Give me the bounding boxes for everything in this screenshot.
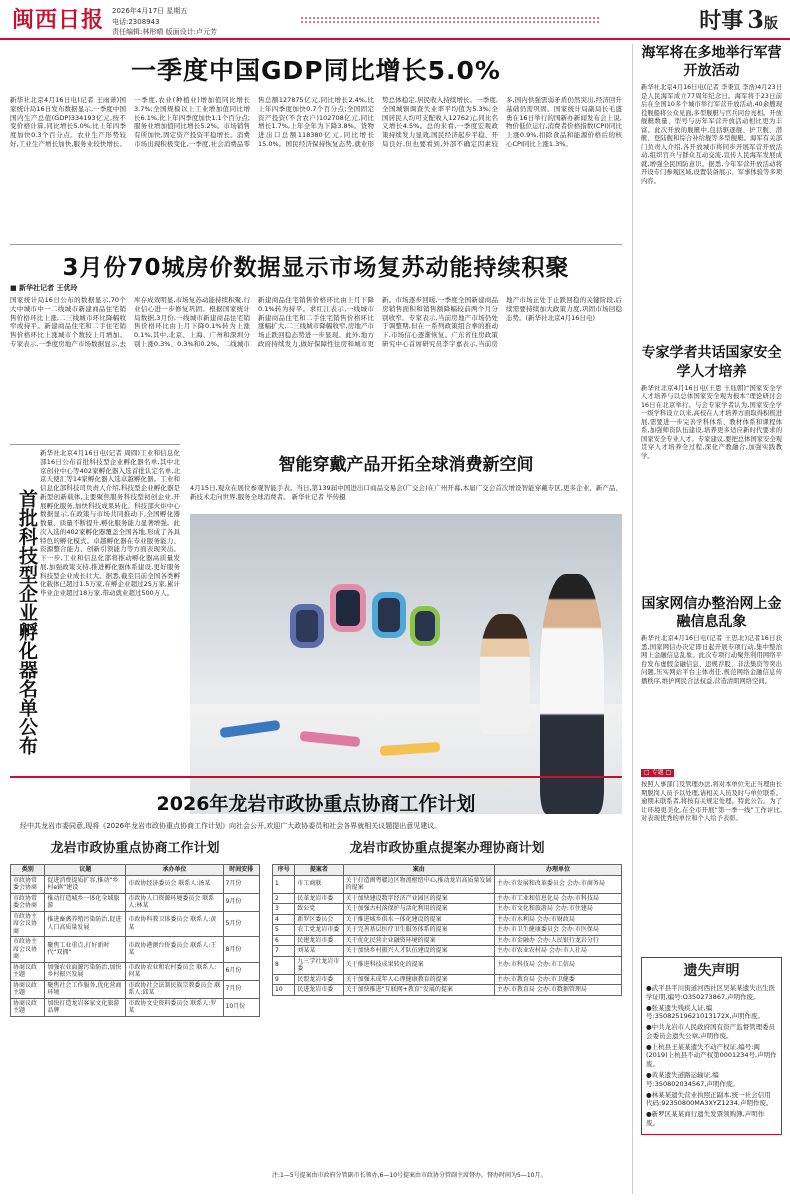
finance-article-body: 新华社北京4月16日电(记者 王思北)记者16日获悉,国家网信办决定即日起开展专项行动,集中整治网上金融信息乱象。此次专项行动聚焦利用网络平台发布虚假金融信息、违规荐股、非法集资等突出问题,压实网站平台主体责任,规范网络金融信息传播秩序,维护网民合法权益,营造清朗网络空间。 (641, 635, 782, 685)
table-cell: 市政协港澳台侨委员会 联系人:王某 (126, 937, 223, 963)
table-row (11, 937, 260, 963)
table-row (273, 946, 622, 957)
incubator-article-body: 新华社北京4月16日电(记者 周圆)工业和信息化部16日公布首批科技型企业孵化器名单,其中北京创业中心等402家孵化器入选首批认定名单,北京天使汇等14家孵化器入选卓越孵化器。工业和信息化部科技司负责人介绍,科技型企业孵化器是新型创新载体,主要聚焦服务科技型初创企业,开展孵化服务,加快科技成果转化。科技部火炬中心数据显示,在政策与市场共同推动下,全国孵化器数量、质量不断提升,孵化服务能力显著增强。此次入选的402家孵化器覆盖全国各地,形成了各具特色的孵化模式。卓越孵化器在专业服务能力、资源整合能力、创新引领能力等方面表现突出。下一步,工业和信息化部将推动孵化器高质量发展,加强政策支持,推进孵化器体系建设,更好服务科技型企业成长壮大。据悉,截至目前全国各类孵化载体已超过1.5万家,在孵企业超过25万家,累计毕业企业超过18万家,带动就业超过500万人。 (40, 449, 180, 598)
editor-line: 责任编辑:林彤晴 版面设计:卢元芳 (112, 28, 217, 36)
table-cell: 促进消费提质扩容,推动“乡村e镇”建设 (45, 875, 126, 893)
table-cell: 1 (273, 875, 295, 893)
newspaper-logo: 闽西日报 (12, 7, 105, 33)
column-header: 案由 (343, 865, 494, 876)
table-row (273, 956, 622, 974)
table-cell: 市政协常委会协商 (11, 875, 45, 893)
table-cell: 3 (273, 904, 295, 915)
wearables-headline[interactable]: 智能穿戴产品开拓全球消费新空间 (278, 455, 534, 475)
lost-notice-box (641, 957, 782, 1134)
table-cell: 农工党龙岩市委 (295, 925, 343, 936)
proposal-plan-title: 龙岩市政协重点提案办理协商计划 (349, 841, 545, 856)
issue-date: 2026年4月17日 星期五 (112, 7, 188, 15)
table-cell: 主办:市农业农村局 会办:市人社局 (494, 946, 621, 957)
column-header: 议题 (45, 865, 126, 876)
table-cell: 民革龙岩市委 (295, 893, 343, 904)
table-row (11, 911, 260, 937)
table-cell: 聚焦工业重点,打好新时代“双拥” (45, 937, 126, 963)
table-cell: 市政协文史资料委员会 联系人:罗某 (126, 998, 223, 1016)
housing-article-body: 国家统计局16日公布的数据显示,70个大中城市中一二线城市新建商品住宅销售价格环比上涨,二三线城市环比降幅收窄或持平。新建商品住宅和二手住宅销售价格环比上涨城市个数较上月增加。专家表示,一季度房地产市场数据显示,去库存成效明显,市场复苏动能持续积聚,行业信心进一步修复巩固。根据国家统计局数据,3月份,一线城市新建商品住宅销售价格环比由上月下降0.1%转为上涨0.1%,其中,北京、上海、广州和深圳分别上涨0.3%、0.3%和0.2%。二线城市新建商品住宅销售价格环比由上月下降0.1%转为持平。求红江表示,一线城市新建商品住宅和二手住宅销售价格环比涨幅扩大,二三线城市降幅收窄,房地产市场止跌回稳态势进一步显现。此外,地方政府持续发力,做好保障性住房和城市更新。市场逐步回暖,一季度全国新建商品房销售面积和销售额降幅较前两个月分别收窄。专家表示,当前房地产市场仍处于调整期,但在一系列政策组合拳的推动下,市场信心逐渐恢复。广东省住房政策研究中心首席研究员李宇嘉表示,当前房地产市场正处于止跌回稳的关键阶段,后续需要持续加大政策力度,巩固市场回稳态势。(新华社北京4月16日电) (10, 296, 622, 348)
box-body: 按照人事部门及管理办法,将对本单位无正当理由长期脱岗人员予以处理,请相关人员及时与单位联系。逾期未联系者,将按有关规定处理。特此公告。为了让环境更美化,在全市开展“第一季一线”工作评比,对表现优秀的单位和个人给予表彰。 (641, 781, 782, 823)
table-cell: 关于加快乡村振兴人才队伍建设的提案 (343, 946, 494, 957)
table-cell: 刘某某 (295, 946, 343, 957)
section-name: 时事 (699, 8, 744, 34)
housing-byline: ■ 新华社记者 王优玲 (10, 284, 78, 292)
cppcc-headline[interactable]: 2026年龙岩市政协重点协商工作计划 (156, 793, 476, 815)
navy-headline[interactable]: 海军将在多地举行军营开放活动 (641, 45, 782, 80)
table-row (273, 935, 622, 946)
proposal-plan-table (272, 864, 622, 996)
gdp-headline[interactable]: 一季度中国GDP同比增长5.0% (131, 56, 501, 85)
cppcc-intro: 经中共龙岩市委同意,现将《2026年龙岩市政协重点协商工作计划》向社会公开,欢迎广大政协委员和社会各界就相关议题提出意见建议。 (20, 822, 442, 830)
table-cell: 5月份 (223, 911, 259, 937)
consultation-plan-title: 龙岩市政协重点协商工作计划 (50, 841, 220, 856)
table-cell: 九三学社龙岩市委 (295, 956, 343, 974)
smartwatch-image (290, 604, 324, 648)
table-notes: 注:1—5号提案由市政府分管副市长领办,6—10号提案由市政协分管副主席督办。督办时间为5—10月。 (272, 1172, 547, 1179)
table-cell: 协商议政主题 (11, 980, 45, 998)
wearables-caption: 4月15日,观众在展位参观智能手表。当日,第139届中国进出口商品交易会(广交会)在广州开幕,本届广交会首次增设智能穿戴专区,更多企业、新产品、新技术走向世界,服务全球消费者。 新华社记者 毕传摄 (190, 484, 622, 501)
table-cell: 市政协主席会议协商 (11, 911, 45, 937)
table-cell: 民盟龙岩市委 (295, 974, 343, 985)
lost-notice-item: ●林某某遗失营业执照正副本,统一社会信用代码:92350800MA3XYZ1234,声明作废。 (646, 1090, 773, 1108)
table-row (273, 893, 622, 904)
table-cell: 4 (273, 914, 295, 925)
finance-headline[interactable]: 国家网信办整治网上金融信息乱象 (641, 595, 782, 630)
table-cell: 推进畜禽养殖污染防治,促进人口高质量发展 (45, 911, 126, 937)
table-cell: 关于优化民营企业融资环境的提案 (343, 935, 494, 946)
table-cell: 主办:市科技局 会办:市工信局 (494, 956, 621, 974)
table-cell: 8月份 (223, 937, 259, 963)
smartwatch-image (372, 592, 406, 638)
table-cell: 协商议政主题 (11, 998, 45, 1016)
cppcc-plan-section (10, 776, 622, 1196)
column-header: 办理单位 (494, 865, 621, 876)
table-cell: 加快打造龙岩客家文化旅游品牌 (45, 998, 126, 1016)
table-cell: 市政协常委会协商 (11, 893, 45, 911)
table-header-row (11, 865, 260, 876)
wearables-photo (190, 514, 622, 814)
table-cell: 2 (273, 893, 295, 904)
table-cell: 7月份 (223, 875, 259, 893)
smartwatch-image (410, 606, 440, 646)
phone: 电话:2308943 (112, 17, 160, 26)
column-header: 类别 (11, 865, 45, 876)
incubator-headline[interactable]: 首批科技型企业孵化器名单公布 (16, 489, 38, 755)
table-row (11, 875, 260, 893)
table-cell: 加强农业面源污染防治,加快乡村振兴发展 (45, 962, 126, 980)
table-cell: 主办:市工业和信息化局 会办:市科技局 (494, 893, 621, 904)
table-row (273, 914, 622, 925)
table-cell: 市政协主席会议协商 (11, 937, 45, 963)
side-column (632, 44, 782, 1194)
table-cell: 协商议政主题 (11, 962, 45, 980)
table-cell: 主办:市水利局 会办:市财政局 (494, 914, 621, 925)
column-header: 提案者 (295, 865, 343, 876)
table-cell: 致公党 (295, 904, 343, 915)
table-cell: 关于加快推进“互联网+教育”发展的提案 (343, 985, 494, 996)
table-cell: 5 (273, 925, 295, 936)
table-cell: 关于推进城乡供水一体化建设的提案 (343, 914, 494, 925)
smartwatch-image (330, 584, 366, 632)
main-column (10, 44, 622, 766)
incubator-article (10, 444, 180, 814)
table-cell: 关于推进科技成果转化的提案 (343, 956, 494, 974)
section-label (699, 4, 778, 37)
masthead-decoration (300, 16, 600, 24)
column-header: 序号 (273, 865, 295, 876)
visitor-woman (480, 614, 530, 734)
gdp-article-body: 新华社北京4月16日电(记者 王雨萧)国家统计局16日发布数据显示,一季度中国国内生产总值(GDP)334193亿元,按不变价格计算,同比增长5.0%,比上年四季度加快0.3个百分点。农业生产形势较好,工业生产增长加快,服务业较快增长。一季度,农业(种植业)增加值同比增长3.7%;全国规模以上工业增加值同比增长6.1%,比上年四季度加快1.1个百分点;服务业增加值同比增长5.2%。市场销售有所加快,固定资产投资平稳增长。消费市场出现积极变化,一季度,社会消费品零售总额127875亿元,同比增长2.4%,比上年四季度加快0.7个百分点;全国固定资产投资(不含农户)102708亿元,同比增长1.7%,上年全年为下降3.8%。货物进出口总额118380亿元,同比增长15.0%。国民经济保持恢复态势,就业形势总体稳定,居民收入持续增长。一季度,全国城镇调查失业率平均值为5.3%;全国居民人均可支配收入12762元,同比名义增长4.5%。总的来看,一季度宏观政策持续发力显效,国民经济起步平稳、开局良好,但也要看到,外部不确定因素较多,国内供强需弱矛盾仍然突出,经济回升基础仍需巩固。国家统计局副局长毛盛勇在16日举行的国新办新闻发布会上说,物价低位运行,消费者价格指数(CPI)同比上涨0.9%,扣除食品和能源价格后的核心CPI同比上涨1.3%。 (10, 96, 622, 148)
table-cell: 市工商联 (295, 875, 343, 893)
table-cell: 6月份 (223, 962, 259, 980)
table-cell: 8 (273, 956, 295, 974)
table-cell: 市政协社会法制民族宗教委员会 联系人:邱某 (126, 980, 223, 998)
table-cell: 主办:市文化和旅游局 会办:市住建局 (494, 904, 621, 915)
lost-notice-item: ●中共龙岩市人民政府国有资产监督管理委员会委员会遗失公章,声明作废。 (646, 1023, 776, 1040)
table-row (273, 875, 622, 893)
table-cell: 主办:市教育局 会办:市数据管理局 (494, 985, 621, 996)
housing-headline[interactable]: 3月份70城房价数据显示市场复苏动能持续积聚 (10, 244, 622, 284)
column-header: 承办单位 (126, 865, 223, 876)
box-label: □ 专题 □ (641, 769, 674, 777)
page-number: 3 (747, 5, 764, 34)
table-cell: 主办:市教育局 会办:市卫健委 (494, 974, 621, 985)
lost-notice-item: ●上杭县王某某遗失不动产权证,编号:闽(2019)上杭县不动产权第0001234号,声明作废。 (646, 1042, 777, 1069)
table-cell: 7 (273, 946, 295, 957)
security-article-body: 新华社北京4月16日电(王恩 王钰朝)“国家安全学人才培养与以总体国家安全观为根本”理论研讨会16日在北京举行。与会专家学者认为,国家安全学一级学科设立以来,高校在人才培养方面取得积极进展,需要进一步完善学科体系、教材体系和课程体系,加强师资队伍建设,培养更多适应新时代要求的国家安全专业人才。专家建议,要把总体国家安全观贯穿人才培养全过程,深化产教融合,加强实践教学。 (641, 384, 782, 460)
table-row (273, 925, 622, 936)
table-row (11, 893, 260, 911)
table-row (273, 974, 622, 985)
lost-notice-item: ●黄某遗失道路运输证,编号:350802034567,声明作废。 (646, 1071, 739, 1088)
lost-notice-title: 遗失声明 (683, 963, 740, 980)
table-cell: 聚焦社会工作服务,优化营商环境 (45, 980, 126, 998)
table-cell: 主办:市金融办 会办:人民银行龙岩分行 (494, 935, 621, 946)
masthead-info (112, 6, 217, 38)
table-cell: 民进龙岩市委 (295, 985, 343, 996)
table-row (273, 985, 622, 996)
table-cell: 9 (273, 974, 295, 985)
table-cell: 主办:市发展和改革委员会 会办:市商务局 (494, 875, 621, 893)
table-cell: 市政协科教卫体委员会 联系人:黄某 (126, 911, 223, 937)
table-cell: 关于打造闽粤赣边区物流枢纽中心,推动龙岩高质量发展的提案 (343, 875, 494, 893)
table-cell: 6 (273, 935, 295, 946)
table-row (11, 980, 260, 998)
table-cell: 市政协农业和农村委员会 联系人:何某 (126, 962, 223, 980)
table-cell: 关于完善基层医疗卫生服务体系的提案 (343, 925, 494, 936)
table-cell: 关于加强古村落保护与活化利用的提案 (343, 904, 494, 915)
table-cell: 市政协人口资源环境委员会 联系人:林某 (126, 893, 223, 911)
security-headline[interactable]: 专家学者共话国家安全学人才培养 (641, 345, 782, 380)
table-cell: 新罗区委员会 (295, 914, 343, 925)
lost-notice-item: ●新罗区某某商行遗失发票领购簿,声明作废。 (646, 1110, 765, 1127)
lost-notice-item: ●武平县平川街道河西社区吴某某遗失出生医学证明,编号:O350273867,声明作废。 (646, 984, 776, 1001)
lost-notice-item: ●张某遗失残疾人证,编号:35082519621013172X,声明作废。 (646, 1003, 765, 1021)
table-row (11, 962, 260, 980)
table-header-row (273, 865, 622, 876)
consultation-plan-table (10, 864, 260, 1017)
table-row (11, 998, 260, 1016)
table-cell: 关于加快建设数字经济产业园区的提案 (343, 893, 494, 904)
masthead (0, 0, 790, 40)
table-cell: 主办:市卫生健康委员会 会办:市医保局 (494, 925, 621, 936)
page-suffix: 版 (764, 16, 778, 32)
table-cell: 关于加强未成年人心理健康教育的提案 (343, 974, 494, 985)
column-header: 时间安排 (223, 865, 259, 876)
table-cell: 10月份 (223, 998, 259, 1016)
table-cell: 10 (273, 985, 295, 996)
navy-article-body: 新华社北京4月16日电(记者 李秉宣 李浩)4月23日是人民海军成立77周年纪念日。海军将于23日前后在全国10多个城市举行军营开放活动,40余艘现役舰船将公众见面,多型舰艇与官兵同台亮相。开放舰艇数量、型号与历年军营开放活动相比更为丰富。此次开放的舰艇中,包括驱逐舰、护卫舰、潜艇、登陆舰和综合补给舰等多型舰艇。海军有关部门负责人介绍,各开放城市将同步开展军营开放活动,组织官兵与群众互动交流,宣传人民海军发展成就,增强全民国防意识。据悉,今年军营开放活动将开设专门参观区域,设置装备展示、军事体验等多项内容。 (641, 84, 782, 185)
table-row (273, 904, 622, 915)
table-cell: 市政协经济委员会 联系人:汤某 (126, 875, 223, 893)
table-cell: 7月份 (223, 980, 259, 998)
table-cell: 推动打造城乡一体化全域旅游 (45, 893, 126, 911)
table-cell: 9月份 (223, 893, 259, 911)
table-cell: 民建龙岩市委 (295, 935, 343, 946)
